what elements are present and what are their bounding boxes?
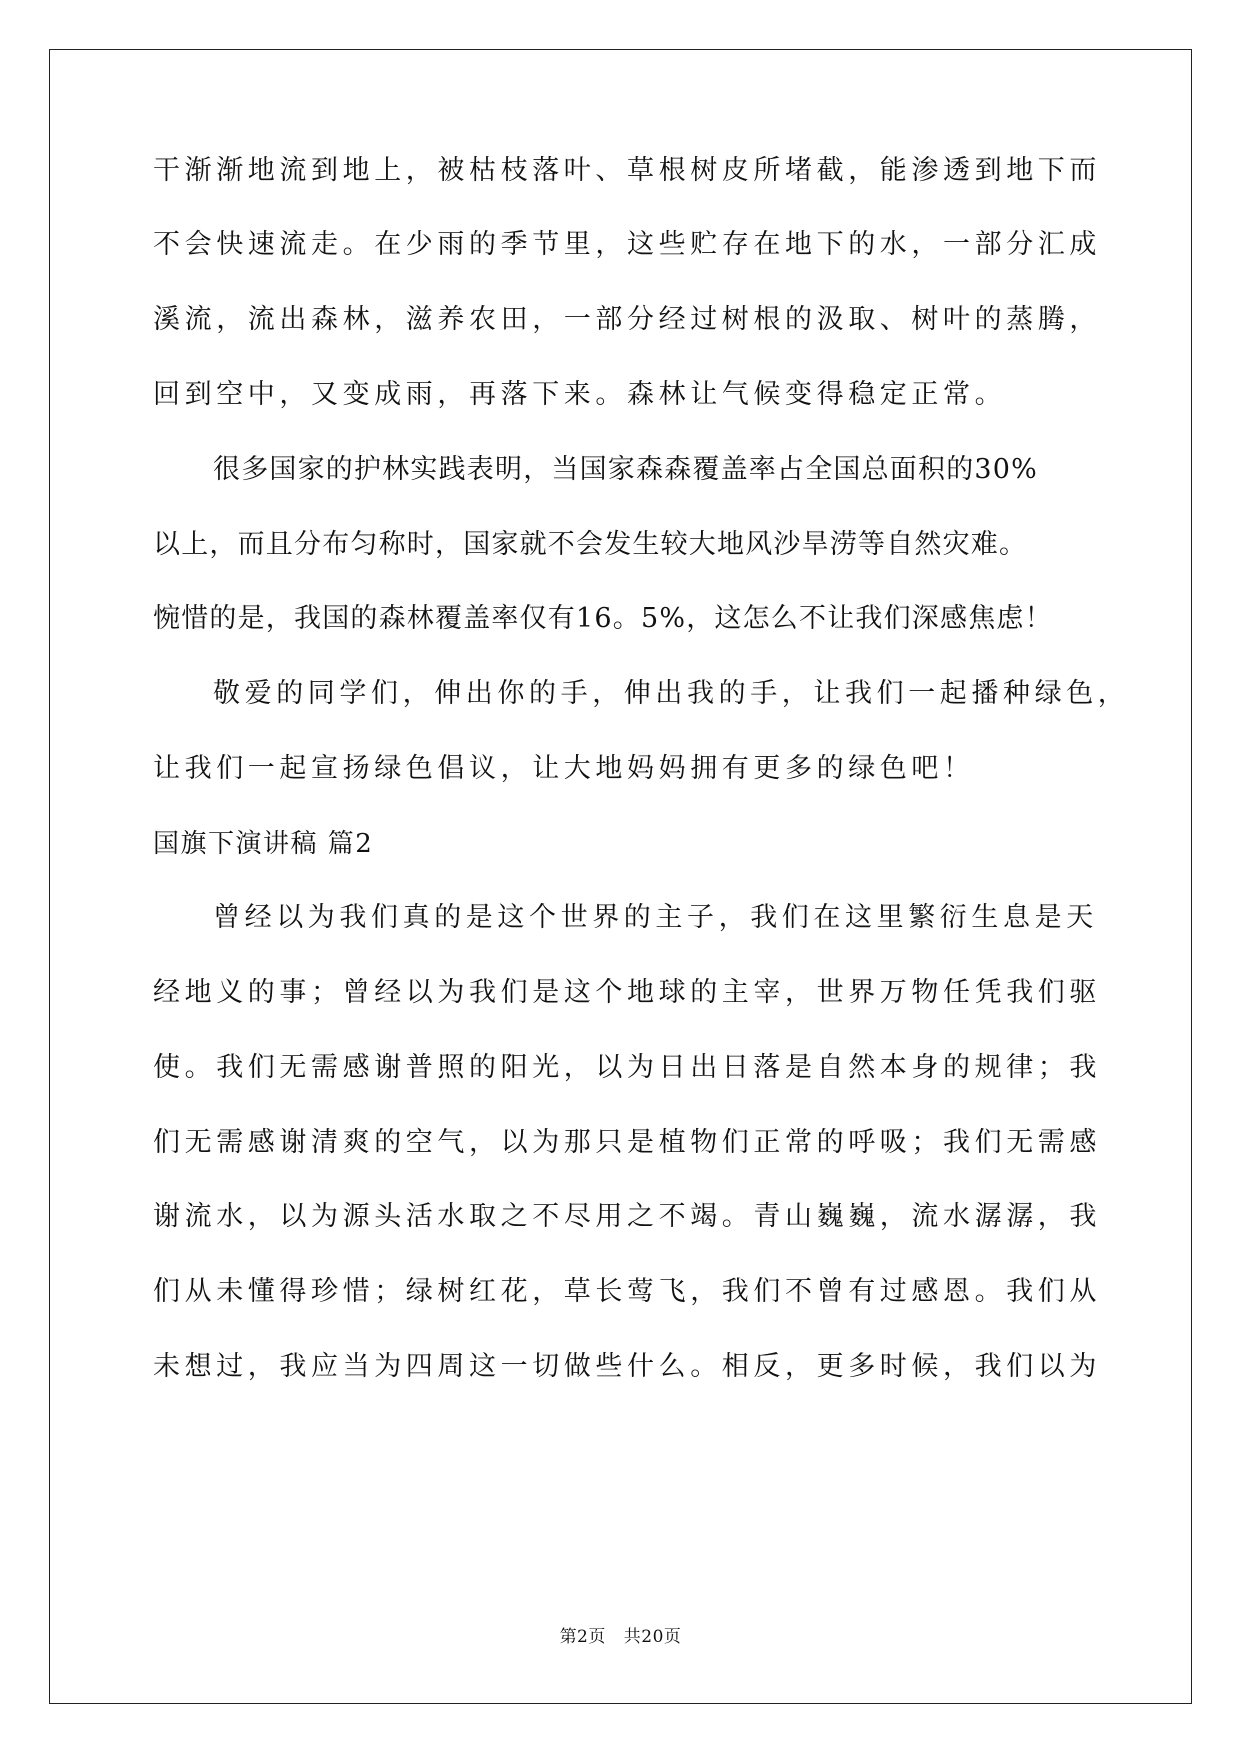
text-line: 让我们一起宣扬绿色倡议，让大地妈妈拥有更多的绿色吧！	[153, 753, 975, 784]
paragraph-first-line: 曾经以为我们真的是这个世界的主子，我们在这里繁衍生息是天	[213, 902, 1098, 933]
paragraph-first-line: 敬爱的同学们，伸出你的手，伸出我的手，让我们一起播种绿色，	[213, 678, 1130, 709]
page-number: 第2页	[559, 1627, 606, 1647]
text-line: 经地义的事；曾经以为我们是这个地球的主宰，世界万物任凭我们驱	[153, 977, 1101, 1008]
text-line: 溪流，流出森林，滋养农田，一部分经过树根的汲取、树叶的蒸腾，	[153, 304, 1101, 335]
text-line: 谢流水，以为源头活水取之不尽用之不竭。青山巍巍，流水潺潺，我	[153, 1201, 1101, 1232]
section-heading: 国旗下演讲稿 篇2	[153, 829, 374, 859]
text-line: 使。我们无需感谢普照的阳光，以为日出日落是自然本身的规律；我	[153, 1052, 1101, 1083]
text-line: 惋惜的是，我国的森林覆盖率仅有16。5%，这怎么不让我们深感焦虑！	[153, 603, 1053, 634]
page-footer	[0, 1626, 1241, 1648]
page-frame	[49, 49, 1192, 1704]
paragraph-first-line: 很多国家的护林实践表明，当国家森森覆盖率占全国总面积的30%	[213, 454, 1039, 485]
text-line: 以上，而且分布匀称时，国家就不会发生较大地风沙旱涝等自然灾难。	[153, 529, 1028, 560]
text-line: 不会快速流走。在少雨的季节里，这些贮存在地下的水，一部分汇成	[153, 229, 1101, 260]
text-line: 们无需感谢清爽的空气，以为那只是植物们正常的呼吸；我们无需感	[153, 1127, 1101, 1158]
text-line: 未想过，我应当为四周这一切做些什么。相反，更多时候，我们以为	[153, 1351, 1101, 1382]
page-total: 共20页	[623, 1627, 682, 1647]
text-line: 们从未懂得珍惜；绿树红花，草长莺飞，我们不曾有过感恩。我们从	[153, 1276, 1101, 1307]
text-line: 干渐渐地流到地上，被枯枝落叶、草根树皮所堵截，能渗透到地下而	[153, 155, 1101, 186]
text-line: 回到空中，又变成雨，再落下来。森林让气候变得稳定正常。	[153, 379, 1007, 410]
